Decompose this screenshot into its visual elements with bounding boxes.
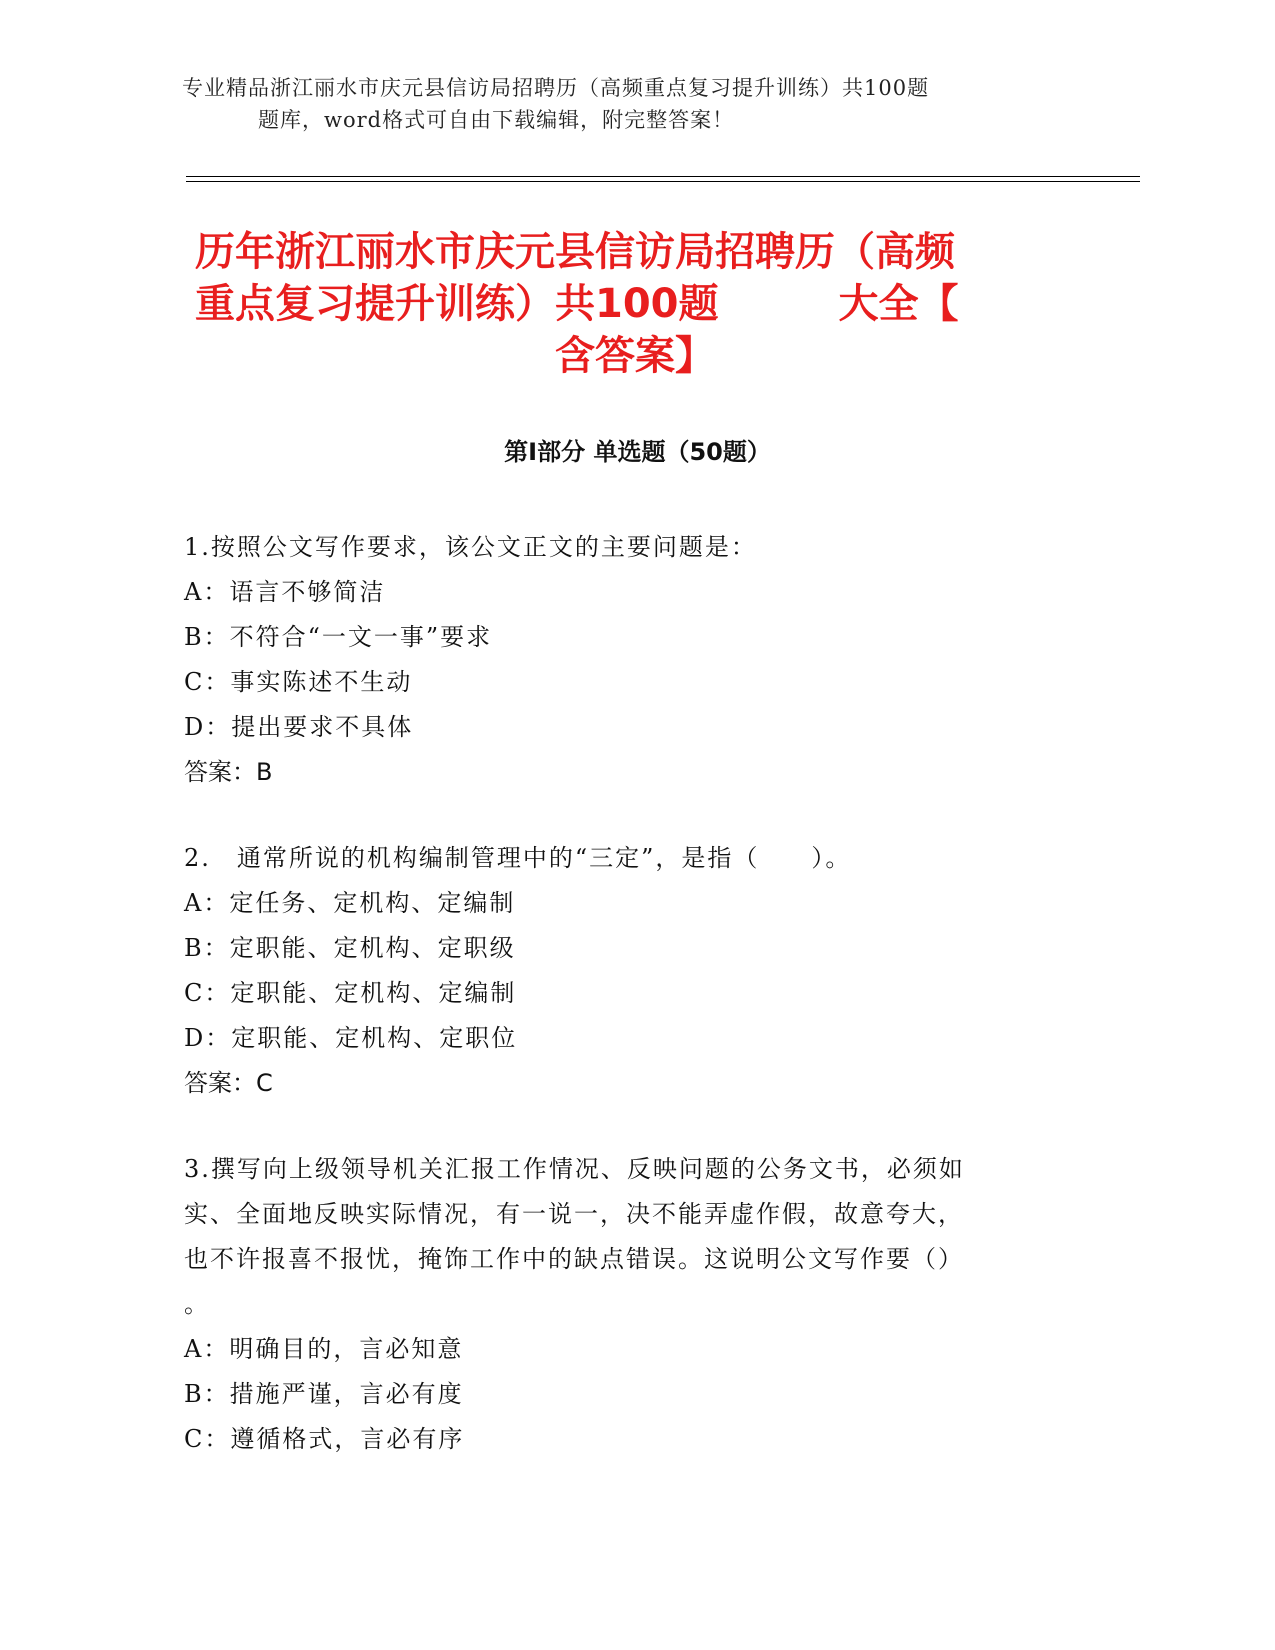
option-c: C：事实陈述不生动 [184,668,413,696]
title-line-2 [195,278,1075,330]
option-c: C：定职能、定机构、定编制 [184,979,517,1007]
option-b: B：定职能、定机构、定职级 [184,934,516,962]
stem-line: 实、全面地反映实际情况，有一说一，决不能弄虚作假，故意夸大， [184,1200,964,1228]
answer: 答案：C [184,1069,273,1097]
option-a: A：明确目的，言必知意 [184,1335,464,1363]
stem-line: 。 [184,1290,210,1318]
title-line-2b: 大全【 [838,281,959,327]
document-header-note [182,72,1002,136]
header-divider-bottom [186,181,1140,182]
title-line-2a: 重点复习提升训练）共100题 [195,281,719,327]
option-d: D：定职能、定机构、定职位 [184,1024,518,1052]
stem-line: 3.撰写向上级领导机关汇报工作情况、反映问题的公务文书，必须如 [184,1155,965,1183]
question-stem [184,1147,1044,1327]
header-note-line-1: 专业精品浙江丽水市庆元县信访局招聘历（高频重点复习提升训练）共100题 [182,76,930,100]
header-divider-top [186,176,1140,177]
option-a: A：定任务、定机构、定编制 [184,889,516,917]
question-stem: 2. 通常所说的机构编制管理中的“三定”，是指（ ）。 [184,844,852,872]
option-b: B：不符合“一文一事”要求 [184,623,493,651]
option-a: A：语言不够简洁 [184,578,386,606]
title-line-3: 含答案】 [555,333,715,379]
question-1 [184,525,1064,795]
question-2 [184,836,1064,1106]
question-list [184,525,1064,1503]
question-stem: 1.按照公文写作要求，该公文正文的主要问题是： [184,533,757,561]
option-b: B：措施严谨，言必有度 [184,1380,464,1408]
answer: 答案：B [184,758,273,786]
header-note-line-2: 题库，word格式可自由下载编辑，附完整答案！ [258,108,735,132]
option-d: D：提出要求不具体 [184,713,414,741]
stem-line: 也不许报喜不报忧，掩饰工作中的缺点错误。这说明公文写作要（） [184,1245,964,1273]
section-heading: 第Ⅰ部分 单选题（50题） [504,438,771,466]
title-line-1: 历年浙江丽水市庆元县信访局招聘历（高频 [195,229,955,275]
question-3 [184,1147,1064,1462]
option-c: C：遵循格式，言必有序 [184,1425,465,1453]
document-title [195,226,1075,382]
